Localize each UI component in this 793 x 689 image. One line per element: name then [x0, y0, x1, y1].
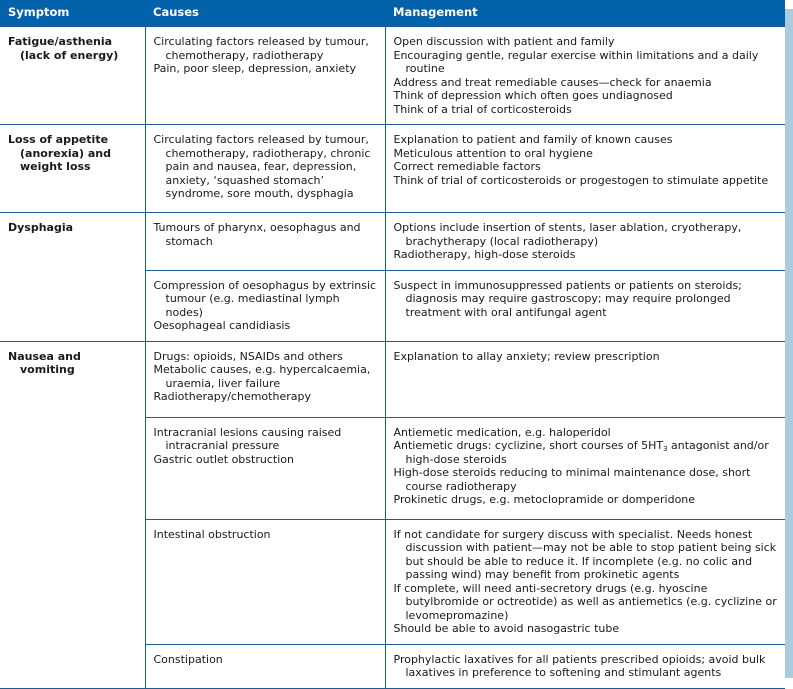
management-item: High-dose steroids reducing to minimal maintenance dose, short course radiotherapy — [393, 466, 751, 493]
causes-cell — [145, 519, 385, 644]
table-row — [0, 27, 785, 125]
header-row — [0, 0, 785, 27]
management-item: Options include insertion of stents, laser ablation, cryotherapy, brachytherapy (local radiotherapy) — [393, 221, 742, 248]
cause-item: Circulating factors released by tumour, chemotherapy, radiotherapy — [153, 35, 369, 62]
causes-cell — [145, 125, 385, 213]
management-cell — [385, 270, 785, 341]
symptom-cell — [0, 213, 145, 342]
table-row — [0, 213, 785, 271]
causes-cell — [145, 417, 385, 519]
header-causes: Causes — [145, 0, 385, 27]
symptom-cell — [0, 341, 145, 688]
management-cell — [385, 341, 785, 417]
causes-cell — [145, 341, 385, 417]
management-item: Think of depression which often goes undiagnosed — [393, 89, 673, 102]
header-management: Management — [385, 0, 785, 27]
cause-item: Pain, poor sleep, depression, anxiety — [153, 62, 357, 75]
management-item: Correct remediable factors — [393, 160, 541, 173]
symptom-label: Nausea and vomiting — [8, 349, 81, 376]
management-cell — [385, 417, 785, 519]
management-cell — [385, 519, 785, 644]
management-item: Prophylactic laxatives for all patients prescribed opioids; avoid bulk laxatives in preference to softening and stimulant agents — [393, 652, 766, 679]
cause-item: Intestinal obstruction — [153, 527, 271, 541]
cause-item: Drugs: opioids, NSAIDs and others — [153, 349, 343, 363]
management-item: Antiemetic medication, e.g. haloperidol — [393, 425, 611, 439]
management-item: Explanation to patient and family of known causes — [393, 133, 673, 146]
management-item: Should be able to avoid nasogastric tube — [393, 622, 620, 635]
table-row — [0, 341, 785, 417]
symptom-label: Dysphagia — [8, 221, 74, 234]
management-item: Suspect in immunosuppressed patients or patients on steroids; diagnosis may require gastroscopy; may require prolonged treatment with oral antifungal agent — [393, 278, 742, 319]
cause-item: Oesophageal candidiasis — [153, 319, 291, 332]
cause-item: Metabolic causes, e.g. hypercalcaemia, uraemia, liver failure — [153, 363, 371, 390]
management-item: Open discussion with patient and family — [393, 35, 615, 48]
cause-item: Intracranial lesions causing raised intracranial pressure — [153, 425, 342, 452]
management-cell — [385, 27, 785, 125]
causes-cell — [145, 213, 385, 271]
symptom-label: Fatigue/asthenia (lack of energy) — [8, 35, 119, 62]
symptom-cell — [0, 27, 145, 125]
cause-item: Tumours of pharynx, oesophagus and stomach — [153, 221, 361, 248]
cause-item: Radiotherapy/chemotherapy — [153, 390, 311, 403]
management-item: If not candidate for surgery discuss with specialist. Needs honest discussion with patient—may not be able to stop patient being sick but should be able to reduce it. If incomplete (e.g. no colic and passing wind) may benefit from prokinetic agents — [393, 527, 777, 581]
management-cell — [385, 213, 785, 271]
management-item: Prokinetic drugs, e.g. metoclopramide or domperidone — [393, 493, 696, 506]
symptom-label: Loss of appetite (anorexia) and weight loss — [8, 133, 111, 173]
causes-cell — [145, 27, 385, 125]
management-item: Think of trial of corticosteroids or progestogen to stimulate appetite — [393, 173, 769, 187]
cause-item: Constipation — [153, 652, 223, 666]
management-item: Radiotherapy, high-dose steroids — [393, 248, 576, 261]
management-cell — [385, 644, 785, 688]
header-symptom: Symptom — [0, 0, 145, 27]
management-item: Meticulous attention to oral hygiene — [393, 146, 593, 160]
management-item: Address and treat remediable causes—check for anaemia — [393, 75, 712, 89]
symptom-cell — [0, 125, 145, 213]
table-row — [0, 125, 785, 213]
management-item: Think of a trial of corticosteroids — [393, 102, 572, 116]
management-cell — [385, 125, 785, 213]
causes-cell — [145, 644, 385, 688]
management-item: Encouraging gentle, regular exercise within limitations and a daily routine — [393, 48, 759, 75]
management-item: Explanation to allay anxiety; review prescription — [393, 349, 660, 363]
cause-item: Gastric outlet obstruction — [153, 452, 294, 466]
causes-cell — [145, 270, 385, 341]
cause-item: Circulating factors released by tumour, chemotherapy, radiotherapy, chronic pain and nausea, fear, depression, anxiety, ‘squashed stomach’ syndrome, sore mouth, dysphagia — [153, 133, 371, 200]
cause-item: Compression of oesophagus by extrinsic tumour (e.g. mediastinal lymph nodes) — [153, 278, 377, 319]
management-item: If complete, will need anti-secretory drugs (e.g. hyoscine butylbromide or octreotide) as well as antiemetics (e.g. cyclizine or levomepromazine) — [393, 581, 777, 622]
table-shadow-right — [784, 9, 793, 678]
management-item: Antiemetic drugs: cyclizine, short courses of $5HT_3$ antagonist and/or high-dose steroids — [393, 439, 769, 466]
